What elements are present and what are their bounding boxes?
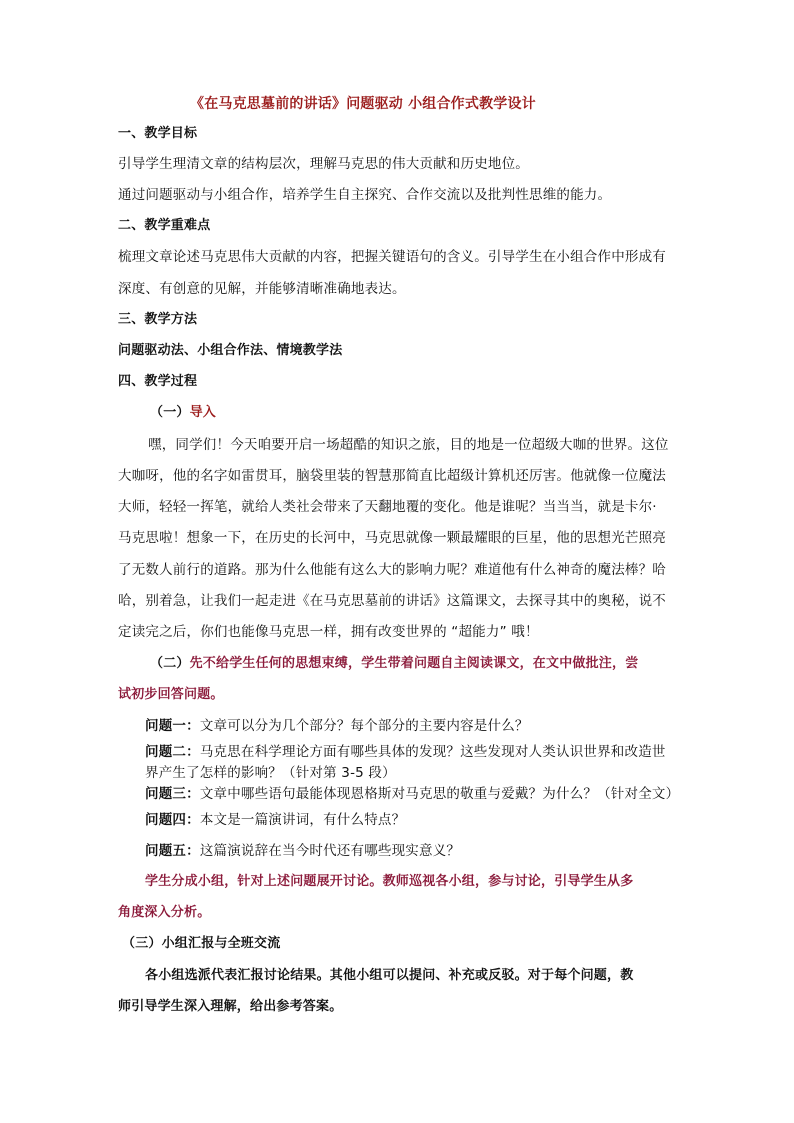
- difficulties-line-2: 深度、有创意的见解，并能够清晰准确地表达。: [118, 281, 406, 297]
- question-1: [145, 716, 529, 736]
- intro-line-3: 大师，轻轻一挥笔，就给人类社会带来了天翻地覆的变化。他是谁呢？当当当，就是卡尔·: [118, 499, 657, 515]
- question-1-key: 问题一：: [145, 718, 200, 734]
- part2-line-2: 试初步回答问题。: [118, 687, 224, 702]
- part3-line-1: 各小组选派代表汇报讨论结果。其他小组可以提问、补充或反驳。对于每个问题，教: [145, 968, 634, 983]
- section-heading-process: 四、教学过程: [118, 374, 198, 389]
- document-title: 《在马克思墓前的讲话》问题驱动 小组合作式教学设计: [190, 96, 536, 112]
- question-1-text: 文章可以分为几个部分？每个部分的主要内容是什么？: [199, 718, 529, 734]
- intro-line-7: 定读完之后，你们也能像马克思一样，拥有改变世界的 “超能力” 哦！: [118, 624, 539, 640]
- methods-text: 问题驱动法、小组合作法、情境教学法: [118, 343, 343, 358]
- question-3-key: 问题三：: [145, 786, 200, 802]
- question-4-key: 问题四：: [145, 812, 200, 828]
- intro-subheading: [150, 403, 216, 423]
- discussion-line-2: 角度深入分析。: [118, 905, 211, 920]
- question-4: [145, 810, 405, 830]
- intro-line-6: 哈，别着急，让我们一起走进《在马克思墓前的讲话》这篇课文，去探寻其中的奥秘，说不: [118, 593, 666, 609]
- section-heading-goals: 一、教学目标: [118, 126, 198, 141]
- intro-line-1: 嘿，同学们！今天咱要开启一场超酷的知识之旅，目的地是一位超级大咖的世界。这位: [148, 437, 669, 453]
- question-3: [145, 784, 679, 804]
- part2-number: （二）: [150, 656, 190, 671]
- question-3-text: 文章中哪些语句最能体现恩格斯对马克思的敬重与爱戴？为什么？（针对全文）: [199, 786, 680, 802]
- question-2-key: 问题二：: [145, 744, 200, 760]
- question-2-continued: 界产生了怎样的影响？（针对第 3-5 段）: [145, 765, 396, 781]
- part3-heading: （三）小组汇报与全班交流: [122, 936, 281, 951]
- discussion-line-1: 学生分成小组，针对上述问题展开讨论。教师巡视各小组，参与讨论，引导学生从多: [145, 874, 634, 889]
- goals-line-1: 引导学生理清文章的结构层次，理解马克思的伟大贡献和历史地位。: [118, 156, 529, 172]
- part3-line-2: 师引导学生深入理解，给出参考答案。: [118, 999, 343, 1014]
- question-5-key: 问题五：: [145, 843, 200, 859]
- section-heading-methods: 三、教学方法: [118, 312, 198, 327]
- intro-label: 导入: [189, 405, 217, 420]
- question-4-text: 本文是一篇演讲词，有什么特点？: [199, 812, 406, 828]
- intro-line-4: 马克思啦！想象一下，在历史的长河中，马克思就像一颗最耀眼的巨星，他的思想光芒照亮: [118, 530, 666, 546]
- part2-line-1: [150, 654, 638, 674]
- question-5: [145, 841, 460, 861]
- intro-number: （一）: [150, 405, 190, 420]
- question-2: [145, 742, 666, 762]
- goals-line-2: 通过问题驱动与小组合作，培养学生自主探究、合作交流以及批判性思维的能力。: [118, 187, 612, 203]
- question-5-text: 这篇演说辞在当今时代还有哪些现实意义？: [199, 843, 461, 859]
- section-heading-difficulties: 二、教学重难点: [118, 218, 211, 233]
- intro-line-5: 了无数人前行的道路。那为什么他能有这么大的影响力呢？难道他有什么神奇的魔法棒？哈: [118, 562, 666, 578]
- difficulties-line-1: 梳理文章论述马克思伟大贡献的内容，把握关键语句的含义。引导学生在小组合作中形成有: [118, 249, 666, 265]
- part2-text-1: 先不给学生任何的思想束缚，学生带着问题自主阅读课文，在文中做批注，尝: [189, 656, 639, 671]
- intro-line-2: 大咖呀，他的名字如雷贯耳，脑袋里装的智慧那简直比超级计算机还厉害。他就像一位魔法: [118, 468, 666, 484]
- question-2-text: 马克思在科学理论方面有哪些具体的发现？这些发现对人类认识世界和改造世: [199, 744, 666, 760]
